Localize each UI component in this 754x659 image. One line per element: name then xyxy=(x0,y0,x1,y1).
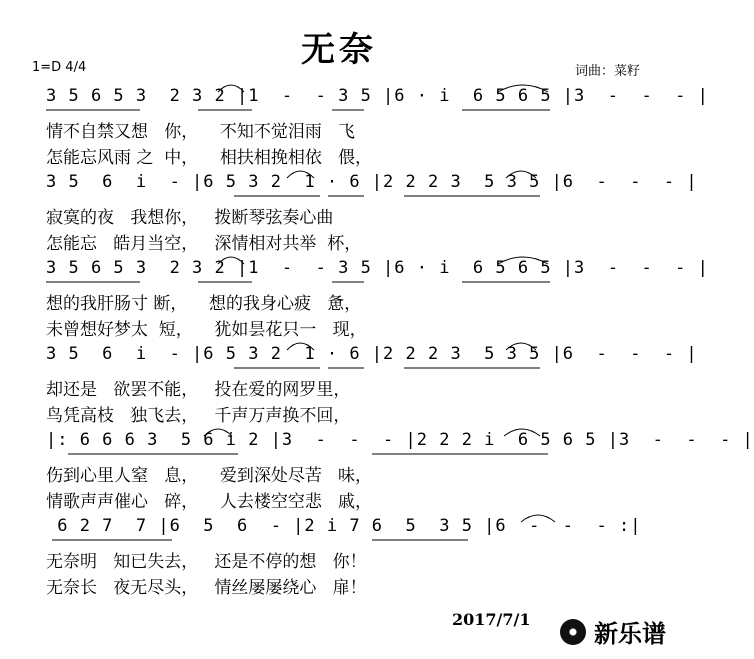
song-title: 无奈 xyxy=(301,30,377,70)
rhythm-underlines xyxy=(28,366,668,374)
date-text: 2017/7/1 xyxy=(452,610,531,629)
brand-watermark xyxy=(560,614,666,649)
notation-line: 3 5 6 i - |6 5 3 2 1 · 6 |2 2 2 3 5 3 5 |6 - - - | xyxy=(46,172,698,192)
lyric-line-1: 伤到心里人窒 息， 爱到深处尽苦 味， xyxy=(46,466,373,486)
notation-line: 3 5 6 i - |6 5 3 2 1 · 6 |2 2 2 3 5 3 5 |6 - - - | xyxy=(46,344,698,364)
key-signature: 1=D 4/4 xyxy=(32,60,87,75)
lyric-line-2: 未曾想好梦太 短， 犹如昙花只一 现， xyxy=(46,320,367,340)
rhythm-underlines xyxy=(28,108,668,116)
brand-name: 新乐谱 xyxy=(594,620,666,648)
rhythm-underlines xyxy=(28,538,668,546)
lyric-line-2: 怎能忘 皓月当空， 深情相对共举 杯， xyxy=(46,234,362,254)
rhythm-underlines xyxy=(28,452,668,460)
rhythm-underlines xyxy=(28,194,668,202)
lyric-line-1: 却还是 欲罢不能， 投在爱的网罗里， xyxy=(46,380,351,400)
notation-line: 6 2 7 7 |6 5 6 - |2 i 7 6 5 3 5 |6 - - - :| xyxy=(46,516,642,536)
lyric-line-1: 无奈明 知已失去， 还是不停的想 你！ xyxy=(46,552,367,572)
lyric-line-2: 情歌声声催心 碎， 人去楼空空悲 戚， xyxy=(46,492,373,512)
rhythm-underlines xyxy=(28,280,668,288)
lyric-line-1: 寂寞的夜 我想你， 拨断琴弦奏心曲 xyxy=(46,208,334,228)
lyric-line-1: 情不自禁又想 你， 不知不觉泪雨 飞 xyxy=(46,122,356,142)
lyric-line-2: 鸟凭高枝 独飞去， 千声万声换不回， xyxy=(46,406,351,426)
notation-line: |: 6 6 6 3 5 6 i 2 |3 - - - |2 2 2 i 6 5 6 5 |3 - - - | xyxy=(46,430,754,450)
lyric-line-1: 想的我肝肠寸 断， 想的我身心疲 惫， xyxy=(46,294,362,314)
notation-line: 3 5 6 5 3 2 3 2 |1 - - 3 5 |6 · i 6 5 6 5 |3 - - - | xyxy=(46,258,709,278)
composer-credit: 词曲：菜籽 xyxy=(574,64,640,79)
lyric-line-2: 怎能忘风雨 之 中， 相扶相挽相依 偎， xyxy=(46,148,373,168)
record-icon xyxy=(560,619,586,645)
lyric-line-2: 无奈长 夜无尽头， 情丝屡屡绕心 扉！ xyxy=(46,578,367,598)
notation-line: 3 5 6 5 3 2 3 2 |1 - - 3 5 |6 · i 6 5 6 5 |3 - - - | xyxy=(46,86,709,106)
